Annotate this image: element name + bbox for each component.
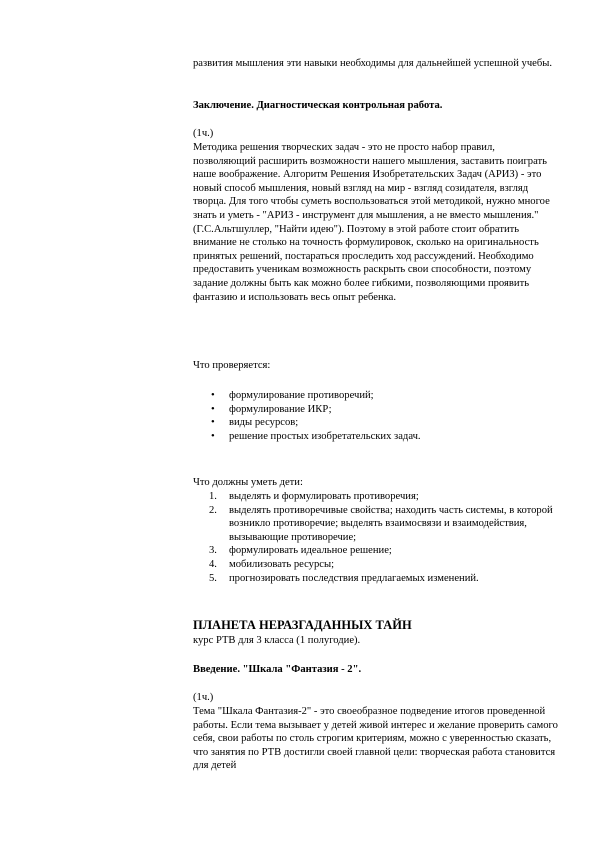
section-title-conclusion: Заключение. Диагностическая контрольная работа. <box>193 100 443 111</box>
section-title-intro: Введение. "Шкала "Фантазия - 2". <box>193 664 362 675</box>
course-heading: ПЛАНЕТА НЕРАЗГАДАННЫХ ТАЙН <box>193 618 412 632</box>
list-text: прогнозировать последствия предлагаемых изменений. <box>229 572 479 584</box>
list-text: выделять и формулировать противоречия; <box>229 491 419 502</box>
list-number: 4. <box>209 558 217 570</box>
list-number: 3. <box>209 545 217 557</box>
section-hours: (1ч.) <box>193 128 214 139</box>
list-item: • формулирование ИКР; <box>193 403 559 417</box>
list-item <box>193 544 559 558</box>
list-number: 5. <box>209 572 217 584</box>
course-subtitle: курс РТВ для 3 класса (1 полугодие). <box>193 635 361 646</box>
list-text: формулировать идеальное решение; <box>229 545 392 557</box>
list-item <box>193 504 559 545</box>
section-hours: (1ч.) <box>193 692 214 703</box>
list-item: • формулирование противоречий; <box>193 389 559 403</box>
list-item: • решение простых изобретательских задач. <box>193 430 559 444</box>
list-text: выделять противоречивые свойства; находить часть системы, в которой возникло противоречие; выделять взаимосвязи и взаимодействия, вызывающие противоречие; <box>229 504 553 543</box>
checks-label: Что проверяется: <box>193 360 271 371</box>
list-item <box>193 572 559 586</box>
continuation-text: развития мышления эти навыки необходимы для дальнейшей успешной учебы. <box>193 58 553 69</box>
checks-list <box>193 389 559 443</box>
list-number: 1. <box>209 491 217 502</box>
list-text: мобилизовать ресурсы; <box>229 558 335 570</box>
method-paragraph: Методика решения творческих задач - это не просто набор правил, позволяющий расширить возможности нашего мышления, заставить поиграть наше воображение. Алгоритм Решения Изобретательских Задач (АРИЗ) - это новый способ мышления, новый взгляд на мир - взгляд созидателя, взгляд творца. Для того чтобы суметь воспользоваться этой методикой, нужно многое знать и уметь - "АРИЗ - инструмент для мышления, а не вместо мышления." (Г.С.Альтшуллер, "Найти идею"). Поэтому в этой работе стоит обратить внимание не столько на точность формулировок, сколько на оригинальность принятых решений, постараться проследить ход рассуждений. Необходимо предоставить ученикам возможность раскрыть свои способности, поэтому задание должны быть как можно более гибкими, позволяющими проявить фантазию и использовать весь опыт ребенка. <box>193 142 550 303</box>
list-item <box>193 490 559 504</box>
list-item: • виды ресурсов; <box>193 416 559 430</box>
skills-list <box>193 490 559 585</box>
list-item <box>193 558 559 572</box>
list-number: 2. <box>209 504 217 516</box>
intro-paragraph: Тема "Шкала Фантазия-2" - это своеобразное подведение итогов проведенной работы. Если тема вызывает у детей живой интерес и желание проверить самого себя, свои работы по столь строгим критериям, можно с уверенностью сказать, что занятия по РТВ достигли своей главной цели: творческая работа становится для детей <box>193 706 558 772</box>
skills-label: Что должны уметь дети: <box>193 477 303 488</box>
